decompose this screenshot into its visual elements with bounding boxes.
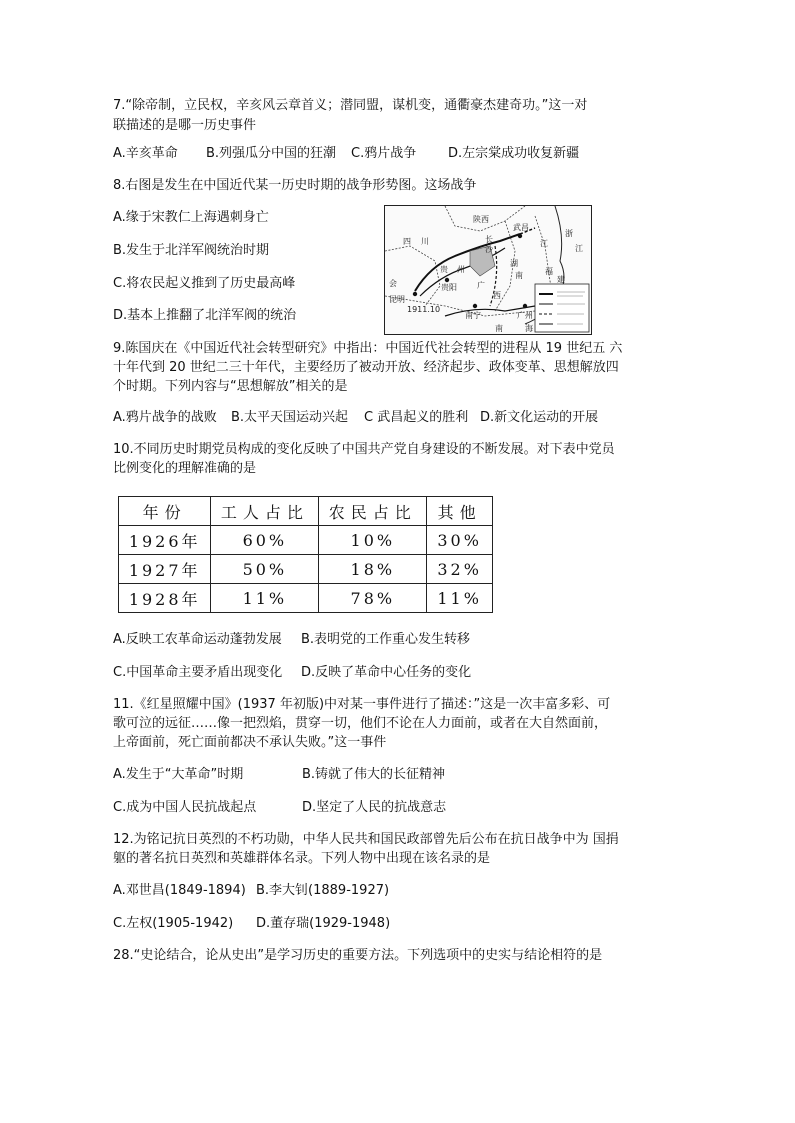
map-label-kunming: 昆明	[389, 295, 405, 304]
q7-stem-line1: 7.“除帝制，立民权，辛亥风云章首义；潜同盟，谋机变，通衢豪杰建奇功。”这一对	[113, 98, 588, 113]
col-worker: 工人占比	[211, 497, 319, 526]
q10-option-a[interactable]: A.反映工农革命运动蓬勃发展	[113, 632, 282, 647]
q7-option-b[interactable]: B.列强瓜分中国的狂潮	[206, 146, 337, 161]
map-label-hu: 湖	[510, 259, 518, 268]
col-other: 其他	[427, 497, 493, 526]
map-label-xi: 西	[493, 291, 501, 300]
map-label-zhou: 州	[457, 265, 465, 274]
table-cell: 32%	[427, 555, 493, 584]
party-member-table	[118, 496, 493, 613]
map-drawing	[385, 206, 591, 334]
q9-stem-line1: 9.陈国庆在《中国近代社会转型研究》中指出：中国近代社会转型的进程从 19 世纪五 六	[113, 341, 623, 356]
map-label-gui: 贵	[440, 265, 448, 274]
map-label-chuan: 川	[421, 237, 429, 246]
table-cell: 60%	[211, 526, 319, 555]
q10-stem-line1: 10.不同历史时期党员构成的变化反映了中国共产党自身建设的不断发展。对下表中党员	[113, 442, 615, 457]
table-cell: 10%	[319, 526, 427, 555]
map-label-sha: 沙	[485, 245, 493, 254]
q9-option-b[interactable]: B.太平天国运动兴起	[231, 410, 349, 425]
map-label-date: 1911.10	[407, 305, 441, 314]
q28-stem-line1: 28.“史论结合，论从史出”是学习历史的重要方法。下列选项中的史实与结论相符的是	[113, 948, 603, 963]
q10-option-b[interactable]: B.表明党的工作重心发生转移	[301, 632, 471, 647]
q10-option-d[interactable]: D.反映了革命中心任务的变化	[301, 665, 472, 680]
q11-option-a[interactable]: A.发生于“大革命”时期	[113, 767, 244, 782]
q7-option-d[interactable]: D.左宗棠成功收复新疆	[448, 146, 580, 161]
table-cell: 1926年	[119, 526, 211, 555]
q12-option-c[interactable]: C.左权(1905-1942)	[113, 916, 234, 931]
q12-stem-line2: 躯的著名抗日英烈和英雄群体名录。下列人物中出现在该名录的是	[113, 851, 491, 866]
map-label-jiang2: 江	[575, 244, 583, 253]
q11-stem-line3: 上帝面前，死亡面前都决不承认失败。”这一事件	[113, 735, 387, 750]
table-row	[119, 584, 493, 613]
map-label-jiang1: 江	[540, 239, 548, 248]
q10-stem-line2: 比例变化的理解准确的是	[113, 461, 257, 476]
q9-option-d[interactable]: D.新文化运动的开展	[480, 410, 599, 425]
q11-option-c[interactable]: C.成为中国人民抗战起点	[113, 800, 257, 815]
map-label-wuchang: 武昌	[513, 223, 529, 232]
map-label-hai: 海	[525, 324, 533, 333]
col-peasant: 农民占比	[319, 497, 427, 526]
table-cell: 1927年	[119, 555, 211, 584]
map-label-nanning: 南宁	[465, 311, 481, 320]
table-row	[119, 526, 493, 555]
table-row	[119, 555, 493, 584]
table-cell: 11%	[427, 584, 493, 613]
q8-option-c[interactable]: C.将农民起义推到了历史最高峰	[113, 276, 296, 291]
war-situation-map	[384, 205, 592, 335]
q9-stem-line3: 个时期。下列内容与“思想解放”相关的是	[113, 379, 348, 394]
table-cell: 50%	[211, 555, 319, 584]
q11-stem-line2: 歌可泣的远征……像一把烈焰，贯穿一切，他们不论在人力面前，或者在大自然面前，	[113, 716, 608, 731]
map-label-si: 四	[403, 237, 411, 246]
q8-option-d[interactable]: D.基本上推翻了北洋军阀的统治	[113, 308, 297, 323]
table-cell: 78%	[319, 584, 427, 613]
q7-stem-line2: 联描述的是哪一历史事件	[113, 118, 257, 133]
map-label-nan: 南	[515, 271, 523, 280]
q12-option-a[interactable]: A.邓世昌(1849-1894)	[113, 883, 246, 898]
q11-stem-line1: 11.《红星照耀中国》(1937 年初版)中对某一事件进行了描述：”这是一次丰富多彩、可	[113, 697, 611, 712]
q10-option-c[interactable]: C.中国革命主要矛盾出现变化	[113, 665, 283, 680]
q12-option-d[interactable]: D.董存瑞(1929-1948)	[256, 916, 391, 931]
q9-stem-line2: 十年代到 20 世纪二三十年代，主要经历了被动开放、经济起步、政体变革、思想解放四	[113, 360, 619, 375]
table-cell: 1928年	[119, 584, 211, 613]
table-cell: 11%	[211, 584, 319, 613]
map-label-fu: 福	[545, 267, 553, 276]
q7-option-c[interactable]: C.鸦片战争	[351, 146, 417, 161]
map-label-zhe: 浙	[565, 229, 573, 238]
table-cell: 18%	[319, 555, 427, 584]
q12-stem-line1: 12.为铭记抗日英烈的不朽功勋，中华人民共和国民政部曾先后公布在抗日战争中为 国捐	[113, 832, 619, 847]
map-label-guiyang: 贵阳	[441, 283, 457, 292]
map-label-shaanxi: 陕西	[473, 215, 489, 224]
map-label-nan2: 南	[495, 324, 503, 333]
q8-option-a[interactable]: A.缘于宋教仁上海遇刺身亡	[113, 210, 269, 225]
map-label-jian: 建	[557, 275, 565, 284]
table-cell: 30%	[427, 526, 493, 555]
q9-option-c[interactable]: C 武昌起义的胜利	[364, 410, 469, 425]
map-label-chang: 长	[485, 235, 493, 244]
q8-option-b[interactable]: B.发生于北洋军阀统治时期	[113, 243, 270, 258]
q11-option-d[interactable]: D.坚定了人民的抗战意志	[302, 800, 447, 815]
q8-stem: 8.右图是发生在中国近代某一历史时期的战争形势图。这场战争	[113, 178, 477, 193]
col-year: 年份	[119, 497, 211, 526]
q12-option-b[interactable]: B.李大钊(1889-1927)	[256, 883, 390, 898]
q7-option-a[interactable]: A.辛亥革命	[113, 146, 178, 161]
map-label-hui: 会	[389, 279, 397, 288]
map-label-guangzhou: 广州	[517, 311, 533, 320]
q9-option-a[interactable]: A.鸦片战争的战败	[113, 410, 217, 425]
table-header-row	[119, 497, 493, 526]
q11-option-b[interactable]: B.铸就了伟大的长征精神	[302, 767, 446, 782]
map-label-guang: 广	[477, 281, 485, 290]
